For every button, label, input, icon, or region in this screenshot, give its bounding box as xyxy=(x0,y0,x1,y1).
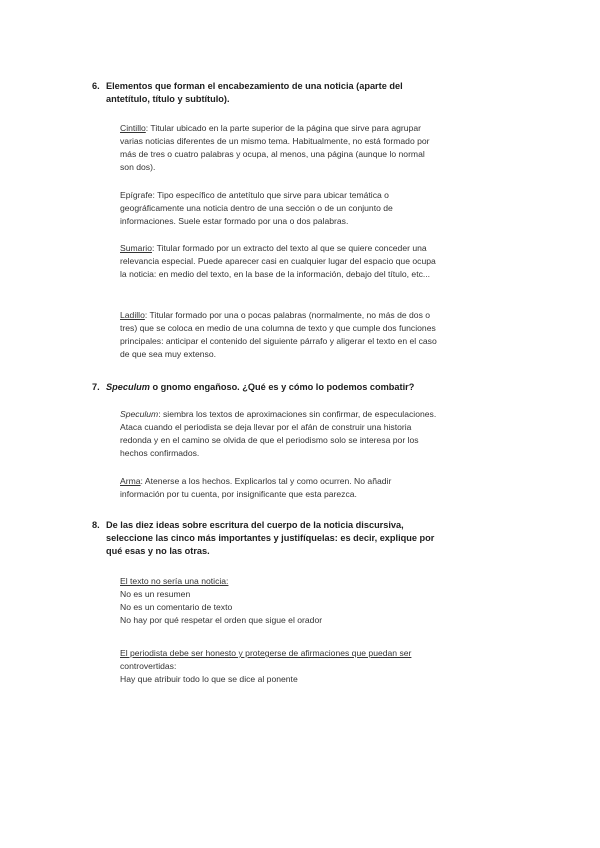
term-definition: : Titular formado por una o pocas palabras (normalmente, no más de dos o tres) que se coloca en medio de una columna de texto y que cumple dos funciones principales: anticipar el contenido del siguiente párrafo y aligerar el texto en el caso de que sea muy extenso. xyxy=(120,310,437,359)
paragraph-cintillo xyxy=(120,122,438,174)
question-title: Elementos que forman el encabezamiento de una noticia (aparte del antetítulo, título y subtítulo). xyxy=(106,81,403,104)
term-definition: : siembra los textos de aproximaciones sin confirmar, de especulaciones. Ataca cuando el periodista se deja llevar por el afán de construir una historia redonda y en el camino se olvida de que el periodismo solo se interesa por los hechos confirmados. xyxy=(120,409,437,458)
paragraph-sumario xyxy=(120,242,438,281)
list-block-texto xyxy=(120,575,438,627)
question-number: 6. xyxy=(92,81,100,91)
question-title: De las diez ideas sobre escritura del cuerpo de la noticia discursiva, seleccione las cinco más importantes y justifíquelas: es decir, explique por qué esas y no las otras. xyxy=(106,520,435,556)
question-7-heading xyxy=(92,381,436,394)
paragraph-ladillo xyxy=(120,309,438,361)
paragraph-epigrafe xyxy=(120,189,438,228)
term-label: Arma xyxy=(120,476,141,486)
question-title-italic: Speculum xyxy=(106,382,150,392)
list-item: Hay que atribuir todo lo que se dice al ponente xyxy=(120,674,298,684)
term-label: Ladillo xyxy=(120,310,145,320)
list-block-periodista xyxy=(120,647,438,686)
list-item: No es un resumen xyxy=(120,589,191,599)
paragraph-arma xyxy=(120,475,438,501)
term-definition: : Atenerse a los hechos. Explicarlos tal y como ocurren. No añadir información por tu cuenta, por insignificante que esta parezca. xyxy=(120,476,392,499)
question-number: 8. xyxy=(92,520,100,530)
term-label: Speculum xyxy=(120,409,159,419)
term-definition: : Tipo específico de antetítulo que sirve para ubicar temática o geográficamente una noticia dentro de una sección o de un conjunto de informaciones. Suele estar formado por una o dos palabras. xyxy=(120,190,393,226)
question-number: 7. xyxy=(92,382,100,392)
term-label: Epígrafe xyxy=(120,190,153,200)
term-definition: : Titular formado por un extracto del texto al que se quiere conceder una relevancia especial. Puede aparecer casi en cualquier lugar del espacio que ocupa la noticia: en medio del texto, en la base de la información, debajo del título, etc... xyxy=(120,243,436,279)
question-6-heading xyxy=(92,80,436,106)
term-definition: : Titular ubicado en la parte superior de la página que sirve para agrupar varias noticias diferentes de un mismo tema. Habitualmente, no está formado por más de tres o cuatro palabras y ocupa, al menos, una página (aunque lo normal son dos). xyxy=(120,123,430,172)
paragraph-speculum xyxy=(120,408,438,460)
term-label: Cintillo xyxy=(120,123,146,133)
list-item: No es un comentario de texto xyxy=(120,602,233,612)
question-title: o gnomo engañoso. ¿Qué es y cómo lo podemos combatir? xyxy=(149,382,415,392)
term-label: Sumario xyxy=(120,243,152,253)
block-heading: El periodista debe ser honesto y protegerse de afirmaciones que puedan ser xyxy=(120,648,412,658)
list-item: No hay por qué respetar el orden que sigue el orador xyxy=(120,615,323,625)
question-8-heading xyxy=(92,519,436,558)
list-item: controvertidas: xyxy=(120,661,177,671)
block-heading: El texto no sería una noticia: xyxy=(120,576,229,586)
